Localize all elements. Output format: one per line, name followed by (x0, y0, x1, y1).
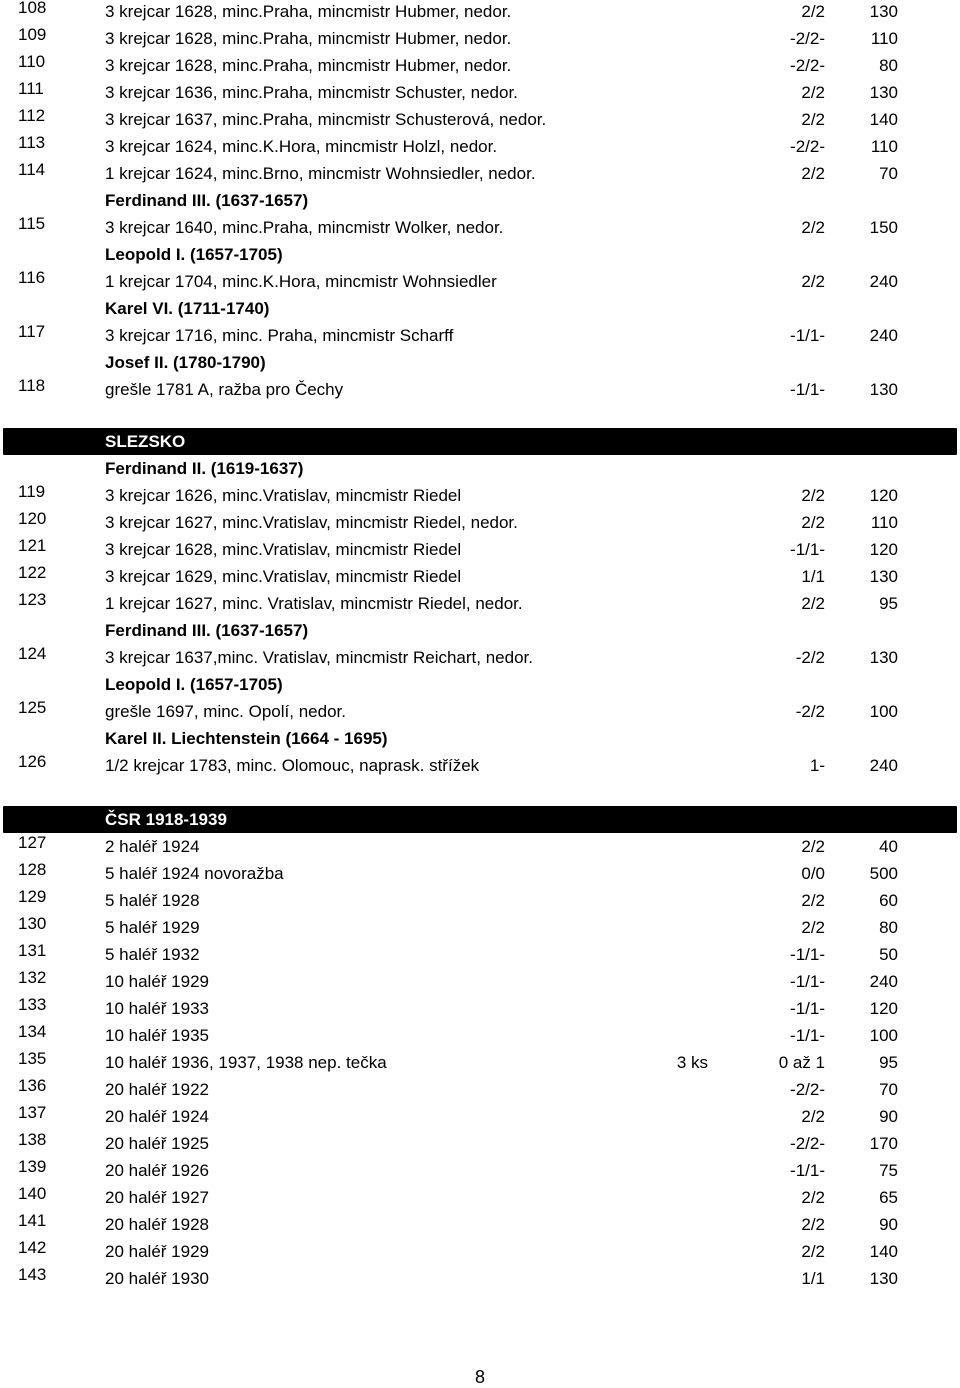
item-price: 240 (869, 326, 898, 345)
catalog-row (0, 1130, 960, 1157)
catalog-row (0, 752, 960, 779)
item-number: 137 (18, 1103, 47, 1122)
item-grade: 2/2 (801, 486, 825, 505)
catalog-row (0, 376, 960, 403)
item-description: 10 haléř 1933 (105, 999, 209, 1018)
item-price: 130 (869, 648, 898, 667)
ruler-heading (0, 671, 960, 698)
item-number: 109 (18, 25, 47, 44)
ruler-heading (0, 295, 960, 322)
item-description: 3 krejcar 1637, minc.Praha, mincmistr Schusterová, nedor. (105, 110, 547, 129)
item-description: 10 haléř 1929 (105, 972, 209, 991)
item-grade: -1/1- (790, 326, 825, 345)
item-number: 129 (18, 887, 47, 906)
ruler-heading (0, 725, 960, 752)
catalog-row (0, 268, 960, 295)
item-description: 3 krejcar 1624, minc.K.Hora, mincmistr Holzl, nedor. (105, 137, 498, 156)
item-number: 110 (18, 52, 46, 71)
item-number: 139 (18, 1157, 47, 1176)
section-title: ČSR 1918-1939 (105, 810, 227, 829)
item-description: 3 krejcar 1716, minc. Praha, mincmistr Scharff (105, 326, 454, 345)
item-description: 20 haléř 1928 (105, 1215, 209, 1234)
ruler-heading (0, 455, 960, 482)
item-grade: -2/2- (790, 1134, 825, 1153)
item-price: 130 (869, 567, 898, 586)
item-grade: 1- (809, 756, 825, 775)
catalog-row (0, 644, 960, 671)
catalog-row (0, 322, 960, 349)
catalog-row (0, 0, 960, 25)
catalog-row (0, 995, 960, 1022)
item-price: 120 (869, 999, 898, 1018)
catalog-row (0, 698, 960, 725)
item-grade: 2/2 (801, 837, 825, 856)
item-price: 130 (869, 2, 898, 21)
catalog-row (0, 1076, 960, 1103)
item-description: 5 haléř 1924 novoražba (105, 864, 284, 883)
catalog-row (0, 25, 960, 52)
item-grade: -2/2- (790, 137, 825, 156)
catalog-row (0, 79, 960, 106)
item-price: 100 (869, 702, 898, 721)
item-price: 120 (869, 540, 898, 559)
item-grade: 0/0 (801, 864, 825, 883)
ruler-name: Leopold I. (1657-1705) (105, 245, 283, 264)
item-price: 500 (869, 864, 898, 883)
item-number: 121 (18, 536, 47, 555)
item-price: 75 (879, 1161, 898, 1180)
item-grade: -2/2 (795, 648, 825, 667)
item-number: 117 (18, 322, 46, 341)
section-header-bar (3, 806, 957, 833)
item-description: 3 krejcar 1640, minc.Praha, mincmistr Wolker, nedor. (105, 218, 504, 237)
catalog-row (0, 968, 960, 995)
item-number: 122 (18, 563, 47, 582)
item-grade: -1/1- (790, 972, 825, 991)
item-price: 130 (869, 380, 898, 399)
item-number: 119 (18, 482, 46, 501)
item-description: 1 krejcar 1704, minc.K.Hora, mincmistr Wohnsiedler (105, 272, 497, 291)
item-number: 120 (18, 509, 47, 528)
item-number: 140 (18, 1184, 47, 1203)
ruler-name: Ferdinand III. (1637-1657) (105, 621, 309, 640)
item-number: 125 (18, 698, 47, 717)
item-price: 130 (869, 1269, 898, 1288)
item-grade: 2/2 (801, 1242, 825, 1261)
item-price: 90 (879, 1215, 898, 1234)
item-number: 142 (18, 1238, 47, 1257)
item-number: 116 (18, 268, 46, 287)
ruler-name: Karel VI. (1711-1740) (105, 299, 270, 318)
catalog-row (0, 214, 960, 241)
catalog-row (0, 160, 960, 187)
item-grade: 2/2 (801, 272, 825, 291)
item-price: 60 (879, 891, 898, 910)
item-number: 138 (18, 1130, 47, 1149)
item-number: 111 (18, 79, 44, 98)
item-description: 1 krejcar 1624, minc.Brno, mincmistr Wohnsiedler, nedor. (105, 164, 536, 183)
item-price: 170 (869, 1134, 898, 1153)
catalog-row (0, 887, 960, 914)
ruler-name: Leopold I. (1657-1705) (105, 675, 283, 694)
item-price: 140 (869, 110, 898, 129)
item-price: 65 (879, 1188, 898, 1207)
item-grade: 0 až 1 (778, 1053, 825, 1072)
ruler-name: Josef II. (1780-1790) (105, 353, 266, 372)
catalog-row (0, 536, 960, 563)
item-price: 150 (869, 218, 898, 237)
item-grade: -2/2- (790, 56, 825, 75)
catalog-row (0, 482, 960, 509)
item-price: 240 (869, 756, 898, 775)
catalog-row (0, 914, 960, 941)
catalog-row (0, 1265, 960, 1292)
item-number: 136 (18, 1076, 47, 1095)
ruler-heading (0, 241, 960, 268)
catalog-row (0, 860, 960, 887)
item-grade: 2/2 (801, 891, 825, 910)
item-number: 127 (18, 833, 47, 852)
item-grade: -2/2- (790, 29, 825, 48)
item-number: 141 (18, 1211, 47, 1230)
item-number: 123 (18, 590, 47, 609)
catalog-row (0, 1103, 960, 1130)
item-description: grešle 1781 A, ražba pro Čechy (105, 380, 344, 399)
item-grade: 1/1 (801, 567, 825, 586)
item-description: 3 krejcar 1628, minc.Praha, mincmistr Hubmer, nedor. (105, 29, 512, 48)
item-number: 135 (18, 1049, 47, 1068)
item-grade: -2/2- (790, 1080, 825, 1099)
catalog-row (0, 563, 960, 590)
item-quantity: 3 ks (676, 1053, 708, 1072)
item-description: grešle 1697, minc. Opolí, nedor. (105, 702, 346, 721)
item-grade: -1/1- (790, 945, 825, 964)
item-grade: -2/2 (795, 702, 825, 721)
catalog-row (0, 833, 960, 860)
item-grade: 2/2 (801, 918, 825, 937)
item-price: 140 (869, 1242, 898, 1261)
item-description: 2 haléř 1924 (105, 837, 200, 856)
item-number: 113 (18, 133, 46, 152)
catalog-row (0, 133, 960, 160)
item-price: 130 (869, 83, 898, 102)
item-number: 124 (18, 644, 47, 663)
item-description: 3 krejcar 1628, minc.Vratislav, mincmistr Riedel (105, 540, 462, 559)
catalog-row (0, 590, 960, 617)
item-grade: -1/1- (790, 380, 825, 399)
item-price: 80 (879, 918, 898, 937)
item-description: 10 haléř 1935 (105, 1026, 209, 1045)
item-grade: -1/1- (790, 1161, 825, 1180)
item-description: 3 krejcar 1626, minc.Vratislav, mincmistr Riedel (105, 486, 462, 505)
item-description: 5 haléř 1928 (105, 891, 200, 910)
catalog-row (0, 1238, 960, 1265)
item-number: 130 (18, 914, 47, 933)
item-grade: 2/2 (801, 110, 825, 129)
item-grade: 2/2 (801, 218, 825, 237)
item-grade: -1/1- (790, 540, 825, 559)
item-description: 3 krejcar 1629, minc.Vratislav, mincmistr Riedel (105, 567, 462, 586)
catalog-row (0, 52, 960, 79)
item-description: 5 haléř 1929 (105, 918, 200, 937)
item-grade: 2/2 (801, 594, 825, 613)
catalog-row (0, 509, 960, 536)
item-grade: 2/2 (801, 513, 825, 532)
ruler-name: Ferdinand III. (1637-1657) (105, 191, 309, 210)
item-description: 10 haléř 1936, 1937, 1938 nep. tečka (105, 1053, 387, 1072)
item-number: 126 (18, 752, 47, 771)
item-description: 3 krejcar 1637,minc. Vratislav, mincmistr Reichart, nedor. (105, 648, 533, 667)
item-price: 95 (879, 1053, 898, 1072)
item-grade: 2/2 (801, 1188, 825, 1207)
item-description: 20 haléř 1926 (105, 1161, 209, 1180)
item-number: 128 (18, 860, 47, 879)
item-description: 20 haléř 1924 (105, 1107, 209, 1126)
item-number: 132 (18, 968, 47, 987)
item-description: 3 krejcar 1627, minc.Vratislav, mincmistr Riedel, nedor. (105, 513, 518, 532)
catalog-row (0, 1157, 960, 1184)
ruler-name: Ferdinand II. (1619-1637) (105, 459, 304, 478)
item-price: 110 (870, 29, 898, 48)
item-grade: 1/1 (801, 1269, 825, 1288)
ruler-heading (0, 187, 960, 214)
item-grade: 2/2 (801, 83, 825, 102)
catalog-row (0, 941, 960, 968)
item-number: 143 (18, 1265, 47, 1284)
item-number: 112 (18, 106, 46, 125)
item-description: 3 krejcar 1628, minc.Praha, mincmistr Hubmer, nedor. (105, 2, 512, 21)
ruler-heading (0, 349, 960, 376)
item-price: 50 (879, 945, 898, 964)
item-description: 1/2 krejcar 1783, minc. Olomouc, naprask. střížek (105, 756, 480, 775)
item-price: 120 (869, 486, 898, 505)
item-price: 110 (870, 137, 898, 156)
item-description: 20 haléř 1930 (105, 1269, 209, 1288)
item-number: 131 (18, 941, 47, 960)
item-number: 134 (18, 1022, 47, 1041)
item-description: 20 haléř 1925 (105, 1134, 209, 1153)
item-grade: -1/1- (790, 999, 825, 1018)
item-price: 80 (879, 56, 898, 75)
catalog-row (0, 106, 960, 133)
item-description: 1 krejcar 1627, minc. Vratislav, mincmistr Riedel, nedor. (105, 594, 523, 613)
section-title: SLEZSKO (105, 432, 186, 451)
item-price: 90 (879, 1107, 898, 1126)
item-number: 115 (18, 214, 46, 233)
item-price: 240 (869, 972, 898, 991)
item-number: 133 (18, 995, 47, 1014)
item-grade: 2/2 (801, 2, 825, 21)
item-description: 20 haléř 1929 (105, 1242, 209, 1261)
item-price: 70 (879, 164, 898, 183)
item-price: 110 (870, 513, 898, 532)
item-grade: 2/2 (801, 164, 825, 183)
item-number: 118 (18, 376, 46, 395)
catalog-row (0, 1184, 960, 1211)
section-header-bar (3, 428, 957, 455)
item-price: 95 (879, 594, 898, 613)
item-description: 20 haléř 1927 (105, 1188, 209, 1207)
page-number: 8 (474, 1367, 485, 1387)
catalog-row (0, 1022, 960, 1049)
item-description: 3 krejcar 1636, minc.Praha, mincmistr Schuster, nedor. (105, 83, 518, 102)
item-description: 3 krejcar 1628, minc.Praha, mincmistr Hubmer, nedor. (105, 56, 512, 75)
ruler-heading (0, 617, 960, 644)
catalog-row (0, 1211, 960, 1238)
item-grade: 2/2 (801, 1107, 825, 1126)
item-grade: 2/2 (801, 1215, 825, 1234)
item-price: 100 (869, 1026, 898, 1045)
item-grade: -1/1- (790, 1026, 825, 1045)
catalog-row (0, 1049, 960, 1076)
item-description: 5 haléř 1932 (105, 945, 200, 964)
item-number: 114 (18, 160, 46, 179)
item-price: 70 (879, 1080, 898, 1099)
item-price: 240 (869, 272, 898, 291)
ruler-name: Karel II. Liechtenstein (1664 - 1695) (105, 729, 388, 748)
item-price: 40 (879, 837, 898, 856)
item-description: 20 haléř 1922 (105, 1080, 209, 1099)
item-number: 108 (18, 0, 47, 17)
